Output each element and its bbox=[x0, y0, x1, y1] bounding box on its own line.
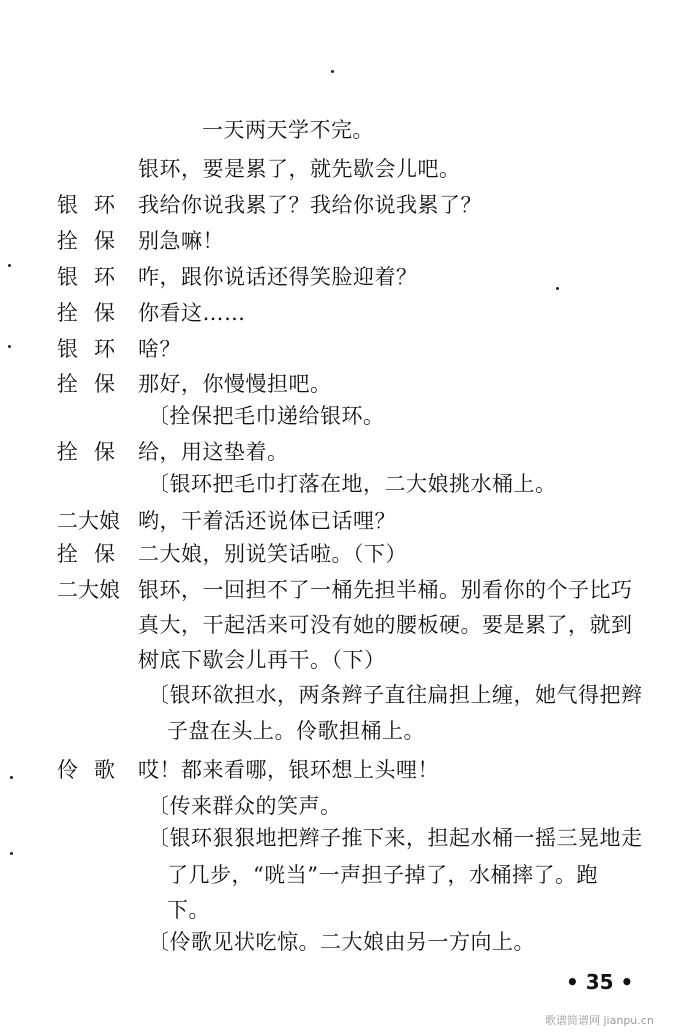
scan-speck bbox=[10, 852, 13, 855]
stage-direction: 〔传来群众的笑声。 bbox=[148, 794, 342, 818]
stage-direction: 〔银环欲担水，两条辫子直往扁担上缠，她气得把辫 bbox=[148, 683, 643, 707]
stage-direction: 〔伶歌见状吃惊。二大娘由另一方向上。 bbox=[148, 930, 535, 954]
stage-direction: 了几步，“咣当”一声担子掉了，水桶摔了。跑 bbox=[167, 863, 598, 887]
dialogue-text: 真大，干起活来可没有她的腰板硬。要是累了，就到 bbox=[138, 613, 633, 637]
dialogue-text: 银环，一回担不了一桶先担半桶。别看你的个子比巧 bbox=[138, 578, 633, 602]
speaker-name: 银环 bbox=[57, 337, 131, 361]
scan-speck bbox=[8, 264, 11, 267]
speaker-name: 银环 bbox=[57, 193, 131, 217]
speaker-name: 二大娘 bbox=[57, 509, 120, 533]
dialogue-text: 那好，你慢慢担吧。 bbox=[138, 372, 332, 396]
dialogue-text: 哎！都来看哪，银环想上头哩！ bbox=[138, 758, 439, 782]
dialogue-text: 二大娘，别说笑话啦。（下） bbox=[138, 542, 407, 566]
speaker-name: 拴保 bbox=[57, 440, 131, 464]
speaker-name: 拴保 bbox=[57, 542, 131, 566]
dialogue-text: 啥？ bbox=[138, 337, 181, 361]
watermark: 歌谱简谱网 jianpu.cn bbox=[545, 1014, 654, 1027]
dialogue-text: 别急嘛！ bbox=[138, 229, 224, 253]
scan-speck bbox=[10, 776, 13, 779]
speaker-name: 银环 bbox=[57, 265, 131, 289]
stage-direction: 下。 bbox=[167, 898, 210, 922]
stage-direction: 〔银环把毛巾打落在地，二大娘挑水桶上。 bbox=[148, 472, 557, 496]
scan-speck bbox=[556, 287, 559, 290]
dialogue-text: 我给你说我累了？我给你说我累了？ bbox=[138, 193, 482, 217]
speaker-name: 拴保 bbox=[57, 372, 131, 396]
dialogue-text: 哟，干着活还说体已话哩？ bbox=[138, 509, 396, 533]
speaker-name: 二大娘 bbox=[57, 578, 120, 602]
stage-direction: 〔拴保把毛巾递给银环。 bbox=[148, 404, 385, 428]
speaker-name: 拴保 bbox=[57, 229, 131, 253]
stage-direction: 子盘在头上。伶歌担桶上。 bbox=[167, 719, 425, 743]
speaker-name: 拴保 bbox=[57, 301, 131, 325]
dialogue-text: 你看这…… bbox=[138, 301, 246, 325]
speaker-name: 伶歌 bbox=[57, 758, 131, 782]
dialogue-text: 咋，跟你说话还得笑脸迎着？ bbox=[138, 265, 418, 289]
page-number: • 35 • bbox=[566, 970, 634, 994]
dialogue-text: 给，用这垫着。 bbox=[138, 440, 289, 464]
dialogue-text: 树底下歇会儿再干。（下） bbox=[138, 648, 386, 672]
text-line: 一天两天学不完。 bbox=[202, 118, 374, 142]
scan-speck bbox=[331, 70, 334, 73]
text-line: 银环，要是累了，就先歇会儿吧。 bbox=[138, 157, 461, 181]
stage-direction: 〔银环狠狠地把辫子推下来，担起水桶一摇三晃地走 bbox=[148, 826, 643, 850]
scan-speck bbox=[8, 345, 11, 348]
